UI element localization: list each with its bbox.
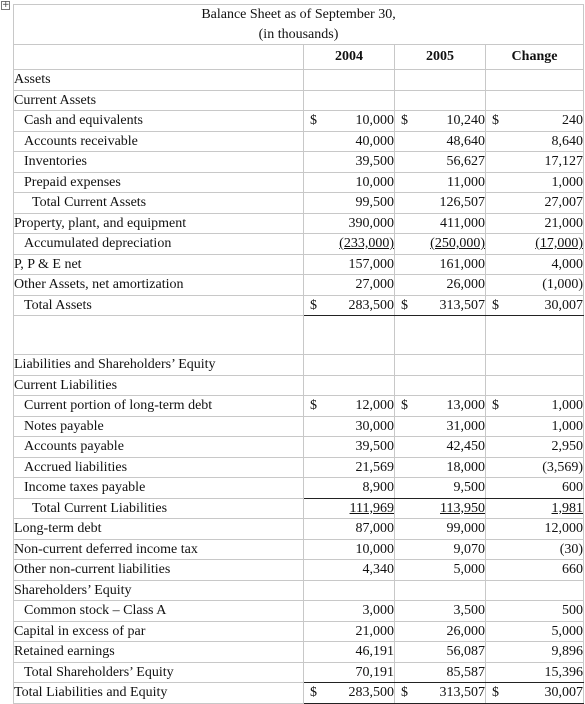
table-row <box>14 560 584 581</box>
cell-value: 30,000 <box>355 418 394 434</box>
cell-2004 <box>304 375 395 396</box>
cell-2005 <box>395 519 486 540</box>
table-move-handle-icon[interactable]: + <box>2 0 10 10</box>
cell-2004 <box>304 131 395 152</box>
cell-value: 12,000 <box>544 521 584 536</box>
cell-value: 4,000 <box>551 256 584 272</box>
cell-2005 <box>395 90 486 111</box>
header-blank <box>14 45 304 70</box>
row-label: Total Liabilities and Equity <box>14 683 304 704</box>
cell-value: 40,000 <box>355 133 394 149</box>
table-row <box>14 437 584 458</box>
cell-2005 <box>395 375 486 396</box>
cell-value: (1,000) <box>542 277 584 292</box>
table-row <box>14 316 584 355</box>
dollar-sign: $ <box>310 113 317 128</box>
cell-value: 13,000 <box>446 398 485 413</box>
cell-2004 <box>304 560 395 581</box>
cell-2005 <box>395 478 486 499</box>
table-row <box>14 254 584 275</box>
cell-2005 <box>395 396 486 417</box>
row-label: Current portion of long-term debt <box>14 396 304 417</box>
row-label: Accrued liabilities <box>14 457 304 478</box>
cell-value: (3,569) <box>542 459 584 475</box>
row-label: Shareholders’ Equity <box>14 580 304 601</box>
cell-value: 600 <box>562 480 584 495</box>
cell-value: 4,340 <box>362 562 394 577</box>
cell-2004 <box>304 396 395 417</box>
cell-2004 <box>304 70 395 91</box>
cell-2004 <box>304 172 395 193</box>
cell-2005 <box>395 316 486 355</box>
row-label: Common stock – Class A <box>14 601 304 622</box>
cell-change <box>486 437 584 458</box>
cell-value: 10,000 <box>355 174 394 190</box>
cell-value: 126,507 <box>439 195 485 210</box>
dollar-sign: $ <box>310 297 317 313</box>
cell-change <box>486 275 584 296</box>
cell-value: 3,000 <box>362 603 394 618</box>
cell-change <box>486 152 584 173</box>
table-row <box>14 193 584 214</box>
dollar-sign: $ <box>310 398 317 413</box>
row-label: Current Liabilities <box>14 375 304 396</box>
cell-2004 <box>304 213 395 234</box>
cell-value: 9,500 <box>453 480 485 495</box>
table-title <box>14 5 584 45</box>
cell-2004 <box>304 90 395 111</box>
cell-value: 21,000 <box>544 215 584 231</box>
cell-value: 660 <box>562 562 584 577</box>
cell-2004 <box>304 519 395 540</box>
cell-value: 99,000 <box>446 521 485 536</box>
cell-value: 12,000 <box>355 398 394 413</box>
cell-change <box>486 457 584 478</box>
row-label: Accumulated depreciation <box>14 234 304 255</box>
row-label: Non-current deferred income tax <box>14 539 304 560</box>
cell-value: 8,900 <box>362 480 394 495</box>
cell-change <box>486 642 584 663</box>
header-2005: 2005 <box>395 45 486 70</box>
dollar-sign: $ <box>401 398 408 413</box>
cell-change <box>486 662 584 683</box>
cell-value: (30) <box>559 541 584 557</box>
cell-value: 500 <box>562 603 584 618</box>
cell-change <box>486 580 584 601</box>
cell-value: 157,000 <box>348 256 394 272</box>
cell-change <box>486 478 584 499</box>
cell-2005 <box>395 131 486 152</box>
cell-2005 <box>395 498 486 519</box>
row-label: Accounts payable <box>14 437 304 458</box>
cell-value: 1,000 <box>551 418 584 434</box>
cell-change <box>486 131 584 152</box>
table-row <box>14 152 584 173</box>
cell-2004 <box>304 539 395 560</box>
cell-change <box>486 213 584 234</box>
cell-value: 11,000 <box>447 174 485 190</box>
row-label: Capital in excess of par <box>14 621 304 642</box>
cell-2004 <box>304 275 395 296</box>
cell-2004 <box>304 662 395 683</box>
cell-change <box>486 601 584 622</box>
row-label: Other non-current liabilities <box>14 560 304 581</box>
cell-value: 39,500 <box>355 439 394 454</box>
cell-value: 313,507 <box>439 297 485 313</box>
title-row <box>14 5 584 45</box>
cell-2004 <box>304 254 395 275</box>
cell-2004 <box>304 437 395 458</box>
cell-change <box>486 375 584 396</box>
dollar-sign: $ <box>310 685 317 700</box>
table-row <box>14 396 584 417</box>
cell-value: 30,007 <box>544 297 584 313</box>
cell-2004 <box>304 621 395 642</box>
cell-2005 <box>395 234 486 255</box>
cell-value: 313,507 <box>439 685 485 700</box>
table-row <box>14 416 584 437</box>
cell-2005 <box>395 539 486 560</box>
header-change: Change <box>486 45 584 70</box>
cell-2004 <box>304 498 395 519</box>
cell-value: 1,000 <box>551 398 584 413</box>
cell-value: 46,191 <box>355 644 394 659</box>
cell-2005 <box>395 355 486 376</box>
cell-value: (17,000) <box>535 236 584 251</box>
cell-value: 1,981 <box>551 500 584 516</box>
cell-value: 27,007 <box>544 195 584 210</box>
column-header-row <box>14 45 584 70</box>
cell-value: 56,627 <box>446 154 485 169</box>
cell-2004 <box>304 355 395 376</box>
cell-value: 390,000 <box>348 215 394 231</box>
cell-value: 26,000 <box>446 623 485 639</box>
cell-value: 21,569 <box>355 459 394 475</box>
dollar-sign: $ <box>401 685 408 700</box>
cell-change <box>486 416 584 437</box>
cell-value: 70,191 <box>355 664 394 680</box>
cell-change <box>486 539 584 560</box>
table-row <box>14 234 584 255</box>
header-2004: 2004 <box>304 45 395 70</box>
cell-value: 15,396 <box>544 664 584 680</box>
cell-change <box>486 234 584 255</box>
table-row <box>14 375 584 396</box>
cell-change <box>486 70 584 91</box>
row-label: Assets <box>14 70 304 91</box>
cell-value: 10,000 <box>355 113 394 128</box>
table-row <box>14 478 584 499</box>
cell-change <box>486 193 584 214</box>
cell-change <box>486 90 584 111</box>
cell-2005 <box>395 642 486 663</box>
cell-value: 8,640 <box>551 133 584 149</box>
cell-change <box>486 111 584 132</box>
cell-2005 <box>395 560 486 581</box>
cell-2005 <box>395 172 486 193</box>
cell-change <box>486 396 584 417</box>
cell-value: 5,000 <box>453 562 485 577</box>
cell-2005 <box>395 70 486 91</box>
cell-2004 <box>304 295 395 316</box>
row-label: Property, plant, and equipment <box>14 213 304 234</box>
row-label: Notes payable <box>14 416 304 437</box>
cell-value: 2,950 <box>551 439 584 454</box>
table-row <box>14 580 584 601</box>
cell-value: 39,500 <box>355 154 394 169</box>
row-label: Current Assets <box>14 90 304 111</box>
table-row <box>14 295 584 316</box>
cell-2005 <box>395 457 486 478</box>
row-label: Income taxes payable <box>14 478 304 499</box>
table-row <box>14 498 584 519</box>
cell-2004 <box>304 152 395 173</box>
dollar-sign: $ <box>401 297 408 313</box>
cell-2004 <box>304 316 395 355</box>
row-label: Total Assets <box>14 295 304 316</box>
row-label: Retained earnings <box>14 642 304 663</box>
cell-change <box>486 621 584 642</box>
title-line-1: Balance Sheet as of September 30, <box>201 7 396 22</box>
table-row <box>14 662 584 683</box>
cell-value: 17,127 <box>544 154 584 169</box>
cell-2005 <box>395 662 486 683</box>
cell-2004 <box>304 416 395 437</box>
cell-change <box>486 254 584 275</box>
row-label: Total Current Assets <box>14 193 304 214</box>
cell-value: 1,000 <box>551 174 584 190</box>
cell-change <box>486 316 584 355</box>
row-label: Inventories <box>14 152 304 173</box>
row-label: Long-term debt <box>14 519 304 540</box>
cell-value: 283,500 <box>348 297 394 313</box>
cell-2004 <box>304 193 395 214</box>
table-row <box>14 601 584 622</box>
cell-2005 <box>395 601 486 622</box>
cell-2004 <box>304 601 395 622</box>
cell-value: 113,950 <box>440 500 485 516</box>
cell-2005 <box>395 152 486 173</box>
cell-value: 21,000 <box>355 623 394 639</box>
cell-2005 <box>395 580 486 601</box>
table-row <box>14 539 584 560</box>
dollar-sign: $ <box>492 398 499 413</box>
table-row <box>14 519 584 540</box>
cell-value: 9,896 <box>551 644 584 659</box>
row-label: Liabilities and Shareholders’ Equity <box>14 355 304 376</box>
table-row <box>14 621 584 642</box>
dollar-sign: $ <box>492 297 499 313</box>
cell-2005 <box>395 416 486 437</box>
cell-value: 111,969 <box>349 500 394 516</box>
table-row <box>14 355 584 376</box>
table-row <box>14 70 584 91</box>
row-label: Other Assets, net amortization <box>14 275 304 296</box>
table-row <box>14 111 584 132</box>
cell-2004 <box>304 580 395 601</box>
table-row <box>14 457 584 478</box>
cell-value: 26,000 <box>446 277 485 292</box>
cell-value: 5,000 <box>551 623 584 639</box>
row-label: P, P & E net <box>14 254 304 275</box>
dollar-sign: $ <box>492 685 499 700</box>
cell-value: (250,000) <box>430 236 485 251</box>
row-label <box>14 316 304 355</box>
cell-change <box>486 172 584 193</box>
cell-value: 87,000 <box>355 521 394 536</box>
cell-value: 9,070 <box>453 541 485 557</box>
cell-value: 31,000 <box>446 418 485 434</box>
balance-sheet-table <box>13 4 584 704</box>
cell-2004 <box>304 478 395 499</box>
row-label: Total Shareholders’ Equity <box>14 662 304 683</box>
table-row <box>14 90 584 111</box>
cell-value: 48,640 <box>446 133 485 149</box>
dollar-sign: $ <box>492 113 499 128</box>
cell-2004 <box>304 642 395 663</box>
row-label: Cash and equivalents <box>14 111 304 132</box>
row-label: Prepaid expenses <box>14 172 304 193</box>
dollar-sign: $ <box>401 113 408 128</box>
table-row <box>14 642 584 663</box>
cell-value: 283,500 <box>348 685 394 700</box>
table-row <box>14 275 584 296</box>
cell-value: 161,000 <box>439 256 485 272</box>
cell-change <box>486 519 584 540</box>
cell-2005 <box>395 111 486 132</box>
cell-value: 30,007 <box>544 685 584 700</box>
cell-value: 42,450 <box>446 439 485 454</box>
cell-value: 240 <box>562 113 584 128</box>
cell-2005 <box>395 254 486 275</box>
cell-value: 10,240 <box>446 113 485 128</box>
row-label: Total Current Liabilities <box>14 498 304 519</box>
cell-value: 3,500 <box>453 603 485 618</box>
cell-value: 99,500 <box>355 195 394 210</box>
cell-2004 <box>304 111 395 132</box>
cell-value: 27,000 <box>355 277 394 292</box>
cell-2005 <box>395 275 486 296</box>
cell-value: 10,000 <box>355 541 394 557</box>
cell-change <box>486 355 584 376</box>
cell-change <box>486 560 584 581</box>
table-row <box>14 131 584 152</box>
cell-2004 <box>304 457 395 478</box>
cell-2005 <box>395 193 486 214</box>
cell-change <box>486 295 584 316</box>
row-label: Accounts receivable <box>14 131 304 152</box>
cell-value: 18,000 <box>446 459 485 475</box>
cell-2005 <box>395 621 486 642</box>
cell-value: (233,000) <box>339 236 394 251</box>
cell-value: 411,000 <box>440 215 485 231</box>
table-row <box>14 213 584 234</box>
cell-2005 <box>395 437 486 458</box>
cell-2005 <box>395 295 486 316</box>
table-row <box>14 172 584 193</box>
cell-2005 <box>395 213 486 234</box>
cell-value: 56,087 <box>446 644 485 659</box>
title-line-2: (in thousands) <box>258 26 339 42</box>
cell-change <box>486 498 584 519</box>
cell-2004 <box>304 234 395 255</box>
cell-value: 85,587 <box>446 664 485 680</box>
